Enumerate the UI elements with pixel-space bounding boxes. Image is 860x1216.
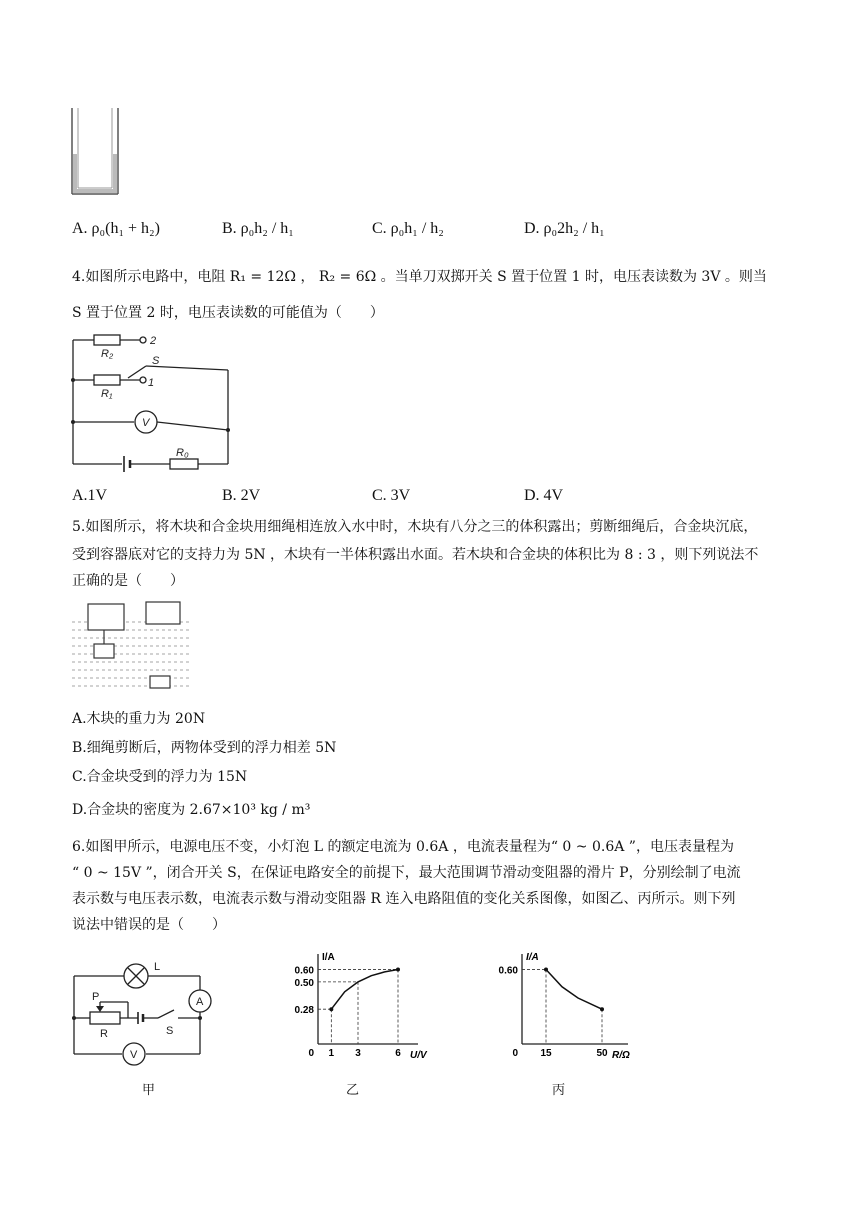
q6-circuit-jia: [70, 958, 230, 1068]
q6-label-a: A: [196, 996, 204, 1008]
q4-resistor-r0: [170, 459, 198, 469]
q5-stem-line-3: 正确的是（ ）: [72, 573, 184, 589]
q5-wood-block-tied: [88, 604, 124, 630]
q4-label-p1: 1: [148, 377, 155, 389]
q4-stem-line-1: 4.如图所示电路中，电阻 R₁ = 12Ω ， R₂ = 6Ω 。当单刀双掷开关 S 置于位置 1 时，电压表读数为 3V 。则当: [72, 269, 767, 285]
bing-series-line: [546, 970, 602, 1010]
yi-x-tick-label: 6: [395, 1048, 401, 1059]
q4-circuit-diagram: [66, 330, 236, 478]
q4-option-c[interactable]: C. 3V: [372, 487, 411, 504]
q6-label-p: P: [92, 991, 100, 1003]
bing-x-tick-label: 15: [540, 1048, 552, 1059]
yi-series-line: [331, 970, 398, 1010]
q6-stem-line-3: 表示数与电压表示数，电流表示数与滑动变阻器 R 连入电路阻值的变化关系图像，如图乙、丙所示。则下列: [72, 891, 736, 907]
q6-chart-bing: [490, 950, 640, 1068]
bing-x-label: R/Ω: [612, 1050, 630, 1061]
q4-label-v: V: [142, 417, 150, 429]
yi-x-tick-label: 1: [328, 1048, 335, 1059]
q6-rheostat-r: [90, 1012, 120, 1024]
bing-y-tick-label: 0.60: [498, 965, 518, 977]
yi-x-tick-label: 3: [355, 1048, 361, 1059]
q6-label-s: S: [166, 1025, 174, 1037]
q3-option-a[interactable]: A. ρ₀(h₁ + h₂): [72, 220, 160, 237]
q6-stem-line-1: 6.如图甲所示，电源电压不变，小灯泡 L 的额定电流为 0.6A ，电流表量程为“ 0 ~ 0.6A ”，电压表量程为: [72, 839, 734, 855]
q4-label-r0: R₀: [176, 447, 189, 459]
yi-y-tick-label: 0.50: [294, 977, 314, 989]
yi-y-tick-label: 0.60: [294, 965, 314, 977]
q5-option-c[interactable]: C.合金块受到的浮力为 15N: [72, 769, 248, 785]
bing-y-tick-label: 0: [512, 1048, 518, 1059]
q4-option-b[interactable]: B. 2V: [222, 487, 261, 504]
q6-caption-bing: 丙: [552, 1083, 566, 1098]
bing-y-label: I/A: [526, 952, 539, 963]
q6-label-v: V: [130, 1049, 138, 1061]
q4-switch-s: [128, 366, 146, 378]
q4-resistor-r2: [94, 335, 120, 345]
q4-stem-line-2: S 置于位置 2 时，电压表读数的可能值为（ ）: [72, 305, 384, 321]
q5-wood-block-free: [146, 602, 180, 624]
q4-resistor-r1: [94, 375, 120, 385]
yi-x-label: U/V: [410, 1050, 427, 1061]
q4-option-a[interactable]: A.1V: [72, 487, 108, 504]
q4-label-p2: 2: [150, 335, 157, 347]
q4-option-d[interactable]: D. 4V: [524, 487, 564, 504]
bing-endpoint: [544, 967, 548, 971]
yi-endpoint: [396, 967, 400, 971]
q6-switch-s: [158, 1010, 174, 1018]
q6-stem-line-2: “ 0 ~ 15V ”，闭合开关 S，在保证电路安全的前提下，最大范围调节滑动变阻器的滑片 P，分别绘制了电流: [72, 865, 741, 881]
bing-endpoint: [600, 1007, 604, 1011]
bing-x-tick-label: 50: [596, 1048, 608, 1059]
q4-label-r1: R₁: [101, 388, 113, 400]
q4-label-r2: R₂: [101, 348, 114, 360]
q5-option-b[interactable]: B.细绳剪断后，两物体受到的浮力相差 5N: [72, 740, 337, 756]
yi-endpoint: [329, 1007, 333, 1011]
yi-y-tick-label: 0: [308, 1048, 314, 1059]
q4-label-s: S: [152, 355, 160, 367]
q5-water-tank-figure: [70, 600, 192, 692]
q6-chart-yi: [278, 950, 428, 1068]
q6-stem-line-4: 说法中错误的是（ ）: [72, 917, 226, 933]
yi-y-label: I/A: [322, 952, 335, 963]
q3-option-b[interactable]: B. ρ₀h₂ / h₁: [222, 220, 294, 237]
q5-alloy-block-hanging: [94, 644, 114, 658]
q5-alloy-block-bottom: [150, 676, 170, 688]
q3-container-figure: [66, 108, 130, 196]
q5-stem-line-1: 5.如图所示，将木块和合金块用细绳相连放入水中时，木块有八分之三的体积露出；剪断细绳后，合金块沉底，: [72, 519, 758, 535]
q3-option-d[interactable]: D. ρ₀2h₂ / h₁: [524, 220, 605, 237]
q6-label-r: R: [100, 1028, 108, 1040]
yi-y-tick-label: 0.28: [294, 1005, 314, 1017]
q6-label-l: L: [154, 961, 161, 973]
q6-caption-yi: 乙: [346, 1083, 360, 1098]
q5-option-d[interactable]: D.合金块的密度为 2.67×10³ kg / m³: [72, 802, 311, 818]
q3-option-c[interactable]: C. ρ₀h₁ / h₂: [372, 220, 444, 237]
q6-caption-jia: 甲: [142, 1083, 156, 1098]
q5-option-a[interactable]: A.木块的重力为 20N: [72, 711, 206, 727]
q5-stem-line-2: 受到容器底对它的支持力为 5N ，木块有一半体积露出水面。若木块和合金块的体积比为 8 : 3 ，则下列说法不: [72, 547, 759, 563]
